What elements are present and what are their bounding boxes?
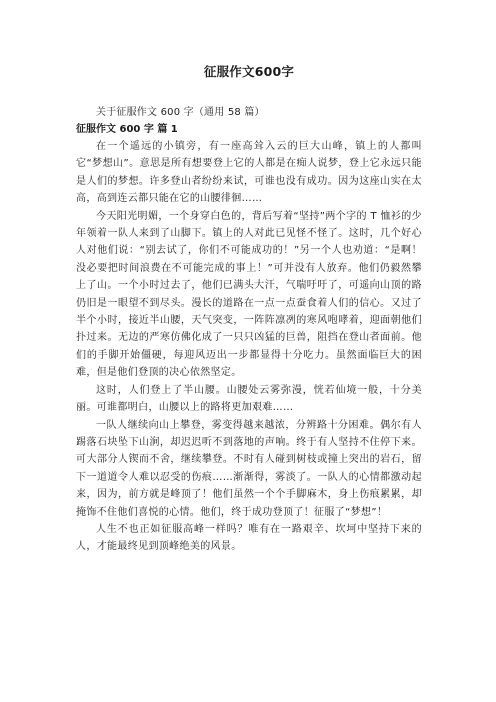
- paragraph: 人生不也正如征服高峰一样吗？唯有在一路艰辛、坎坷中坚持下来的人，才能最终见到顶峰绝美的风景。: [76, 523, 422, 553]
- section-heading: 征服作文 600 字 篇 1: [76, 124, 178, 135]
- paragraph: 今天阳光明媚，一个身穿白色的，背后写着“坚持”两个字的 T 恤衫的少年领着一队人来到了山脚下。镇上的人对此已见怪不怪了。这时，几个好心人对他们说：“别去试了，你们不可能成功的！”另一个人也劝道：“是啊！没必要把时间浪费在不可能完成的事上！”可并没有人放弃。他们仍毅然攀上了山。一个小时过去了，他们已满头大汗，气喘吁吁了，可遥向山顶的路仍旧是一眼望不到尽头。漫长的道路在一点一点蚕食着人们的信心。又过了半个小时，接近半山腰，天气突变，一阵阵凛冽的寒风咆哮着，迎面朝他们扑过来。无边的严寒仿佛化成了一只只凶猛的巨兽，阻挡在登山者面前。他们的手脚开始僵硬，每迎风迈出一步都显得十分吃力。虽然面临巨大的困难，但是他们登顶的决心依然坚定。: [76, 210, 422, 379]
- paragraph: 这时，人们登上了半山腰。山腰处云雾弥漫，恍若仙境一般，十分美丽。可谁都明白，山腰以上的路将更加艰难……: [76, 384, 422, 414]
- paragraph: 一队人继续向山上攀登，雾变得越来越浓，分辨路十分困难。偶尔有人踢落石块坠下山涧，却迟迟听不到落地的声响。终于有人坚持不住停下来。可大部分人锲而不舍，继续攀登。不时有人碰到树枝或撞上突出的岩石，留下一道道令人难以忍受的伤痕……渐渐得，雾淡了。一队人的心情都激动起来，因为，前方就是峰顶了！他们虽然一个个手脚麻木，身上伤痕累累，却掩饰不住他们喜悦的心情。他们，终于成功登顶了！征服了“梦想”！: [76, 419, 422, 518]
- document-subtitle: 关于征服作文 600 字（通用 58 篇）: [96, 107, 265, 118]
- document-page: [76, 0, 422, 556]
- paragraph: 在一个遥远的小镇旁，有一座高耸入云的巨大山峰，镇上的人都叫它“梦想山”。意思是所有想要登上它的人都是在痴人说梦，登上它永远只能是人们的梦想。许多登山者纷纷来试，可谁也没有成功。因为这座山实在太高，高到连云都只能在它的山腰徘徊……: [76, 141, 422, 205]
- document-title: 征服作文600字: [203, 64, 295, 79]
